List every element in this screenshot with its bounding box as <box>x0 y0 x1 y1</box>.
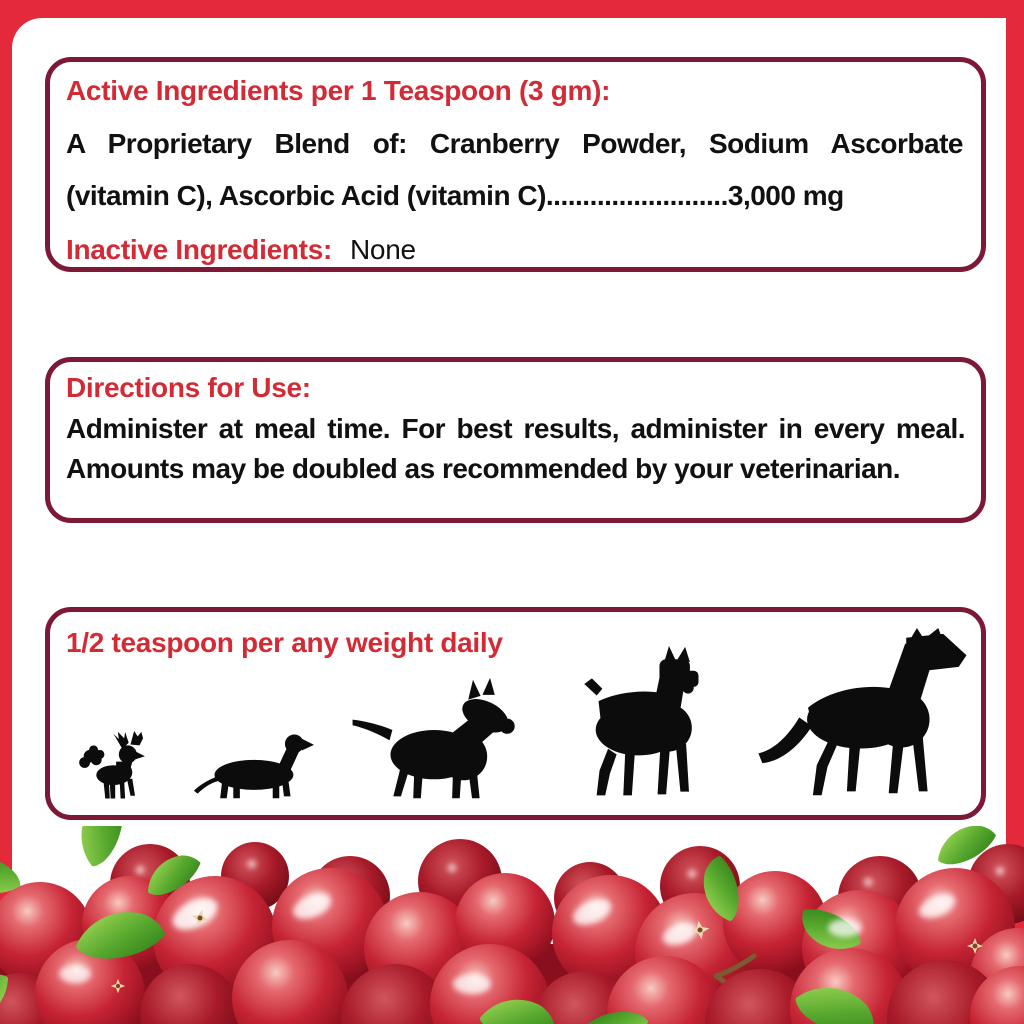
dosage-title: 1/2 teaspoon per any weight daily <box>66 627 503 658</box>
inactive-ingredients-value: None <box>350 234 416 265</box>
dog-silhouette-boxer <box>570 645 708 803</box>
inactive-ingredients-label: Inactive Ingredients: <box>66 234 332 265</box>
dosage-box <box>45 607 986 820</box>
active-ingredients-title: Active Ingredients per 1 Teaspoon (3 gm): <box>66 75 611 106</box>
cranberry-photo <box>0 826 1024 1024</box>
dog-silhouette-toy-dog <box>74 731 160 803</box>
dog-silhouette-great-dane <box>750 628 972 803</box>
directions-box <box>45 357 986 523</box>
dog-silhouette-bull-terrier <box>350 675 522 803</box>
directions-title: Directions for Use: <box>66 372 311 403</box>
proprietary-blend-text: A Proprietary Blend of: Cranberry Powder, Sodium Ascorbate (vitamin C), Ascorbic Acid (vitamin C).........................3,000 mg <box>66 128 963 211</box>
directions-body: Administer at meal time. For best results, administer in every meal. Amounts may be doubled as recommended by your veterinarian. <box>66 413 965 484</box>
active-ingredients-box <box>45 57 986 272</box>
dog-silhouette-dachshund <box>192 723 314 803</box>
inactive-ingredients-row <box>66 234 963 266</box>
